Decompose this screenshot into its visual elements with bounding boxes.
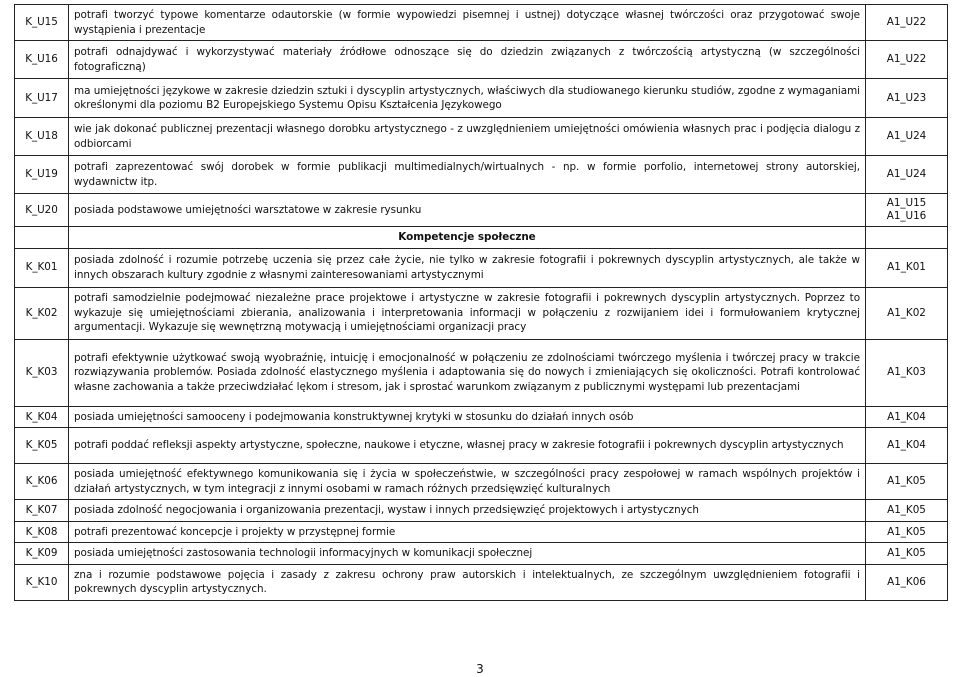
- outcome-description: wie jak dokonać publicznej prezentacji własnego dorobku artystycznego - z uwzględnieniem umiejętności omówienia własnych prac i podjęcia dialogu z odbiorcami: [69, 118, 866, 156]
- outcome-description: ma umiejętności językowe w zakresie dziedzin sztuki i dyscyplin artystycznych, właściwych dla studiowanego kierunku studiów, zgodne z wymaganiami określonymi dla poziomu B2 Europejskiego Systemu Opisu Kształcenia Językowego: [69, 79, 866, 118]
- outcome-reference: A1_K05: [866, 521, 948, 543]
- table-row: [15, 118, 948, 156]
- outcome-description: posiada umiejętności zastosowania technologii informacyjnych w komunikacji społecznej: [69, 543, 866, 565]
- outcome-code: K_K10: [15, 564, 69, 600]
- section-heading-row: [15, 227, 948, 249]
- outcome-reference: A1_K01: [866, 248, 948, 287]
- outcome-reference: A1_K05: [866, 500, 948, 522]
- table-row: [15, 194, 948, 227]
- outcome-reference: A1_U22: [866, 41, 948, 79]
- table-row: [15, 406, 948, 428]
- outcome-code: K_K04: [15, 406, 69, 428]
- outcome-reference: A1_K04: [866, 406, 948, 428]
- outcome-reference: A1_K05: [866, 543, 948, 565]
- outcome-reference: A1_U22: [866, 5, 948, 41]
- outcome-description: posiada zdolność negocjowania i organizowania prezentacji, wystaw i innych przedsięwzięć projektowych i artystycznych: [69, 500, 866, 522]
- outcome-description: potrafi tworzyć typowe komentarze odautorskie (w formie wypowiedzi pisemnej i ustnej) dotyczące własnej twórczości oraz przygotować swoje wystąpienia i prezentacje: [69, 5, 866, 41]
- outcome-code: K_U17: [15, 79, 69, 118]
- outcome-reference: A1_K05: [866, 464, 948, 500]
- table-row: [15, 248, 948, 287]
- outcome-description: potrafi odnajdywać i wykorzystywać materiały źródłowe odnoszące się do dziedzin związanych z twórczością artystyczną (w szczególności fotograficzną): [69, 41, 866, 79]
- page-number: 3: [476, 662, 484, 676]
- table-row: [15, 564, 948, 600]
- table-row: [15, 5, 948, 41]
- table-row: [15, 464, 948, 500]
- outcome-reference: A1_U23: [866, 79, 948, 118]
- outcome-code: K_U19: [15, 156, 69, 194]
- outcome-code: K_U20: [15, 194, 69, 227]
- outcome-code: K_K09: [15, 543, 69, 565]
- outcome-description: posiada umiejętności samooceny i podejmowania konstruktywnej krytyki w stosunku do działań innych osób: [69, 406, 866, 428]
- table-row: [15, 79, 948, 118]
- outcome-code: K_K06: [15, 464, 69, 500]
- outcome-code: K_U16: [15, 41, 69, 79]
- table-row: [15, 41, 948, 79]
- outcome-code: K_K05: [15, 428, 69, 464]
- table-row: [15, 500, 948, 522]
- outcome-reference: A1_U24: [866, 118, 948, 156]
- outcome-description: potrafi efektywnie użytkować swoją wyobraźnię, intuicję i emocjonalność w połączeniu ze zdolnościami twórczego myślenia i twórczej pracy w trakcie rozwiązywania problemów. Posiada zdolność elastycznego myślenia i adaptowania się do nowych i zmieniających się okoliczności. Potrafi kontrolować własne zachowania a także przeciwdziałać lękom i stresom, jak i sprostać warunkom związanym z publicznymi występami lub prezentacjami: [69, 339, 866, 406]
- outcome-description: posiada umiejętność efektywnego komunikowania się i życia w społeczeństwie, w szczególności pracy zespołowej w ramach wspólnych projektów i działań artystycznych, w tym integracji z innymi osobami w ramach różnych przedsięwzięć kulturalnych: [69, 464, 866, 500]
- outcome-reference: A1_K03: [866, 339, 948, 406]
- outcome-code: K_U18: [15, 118, 69, 156]
- outcome-description: potrafi poddać refleksji aspekty artystyczne, społeczne, naukowe i etyczne, własnej pracy w zakresie fotografii i pokrewnych dyscyplin artystycznych: [69, 428, 866, 464]
- outcome-code: K_K08: [15, 521, 69, 543]
- outcome-code: K_U15: [15, 5, 69, 41]
- outcome-code: K_K02: [15, 287, 69, 339]
- table-row: [15, 156, 948, 194]
- table-row: [15, 287, 948, 339]
- table-row: [15, 521, 948, 543]
- outcome-description: zna i rozumie podstawowe pojęcia i zasady z zakresu ochrony praw autorskich i intelektualnych, ze szczególnym uwzględnieniem fotografii i pokrewnych dyscyplin artystycznych.: [69, 564, 866, 600]
- outcome-code: K_K03: [15, 339, 69, 406]
- table-row: [15, 428, 948, 464]
- outcome-reference: A1_K06: [866, 564, 948, 600]
- outcome-description: posiada zdolność i rozumie potrzebę uczenia się przez całe życie, nie tylko w zakresie fotografii i pokrewnych dyscyplin artystycznych, ale także w innych obszarach kultury zgodnie z własnymi zainteresowaniami artystycznymi: [69, 248, 866, 287]
- outcome-description: potrafi zaprezentować swój dorobek w formie publikacji multimedialnych/wirtualnych - np. w formie porfolio, internetowej strony autorskiej, wydawnictw itp.: [69, 156, 866, 194]
- table-row: [15, 339, 948, 406]
- outcome-code: K_K07: [15, 500, 69, 522]
- outcome-reference: A1_K02: [866, 287, 948, 339]
- outcome-description: potrafi prezentować koncepcje i projekty w przystępnej formie: [69, 521, 866, 543]
- outcome-reference: A1_U24: [866, 156, 948, 194]
- outcome-reference: A1_K04: [866, 428, 948, 464]
- outcome-reference: A1_U15 A1_U16: [866, 194, 948, 227]
- learning-outcomes-table: [14, 4, 948, 601]
- outcome-description: posiada podstawowe umiejętności warsztatowe w zakresie rysunku: [69, 194, 866, 227]
- outcome-description: potrafi samodzielnie podejmować niezależne prace projektowe i artystyczne w zakresie fotografii i pokrewnych dyscyplin artystycznych. Poprzez to wykazuje się umiejętnościami zbierania, analizowania i interpretowania informacji w połączeniu z rozwijaniem idei i formułowaniem krytycznej argumentacji. Wykazuje się wewnętrzną motywacją i umiejętnościami organizacji pracy: [69, 287, 866, 339]
- outcome-code: K_K01: [15, 248, 69, 287]
- section-heading: Kompetencje społeczne: [69, 227, 866, 249]
- table-row: [15, 543, 948, 565]
